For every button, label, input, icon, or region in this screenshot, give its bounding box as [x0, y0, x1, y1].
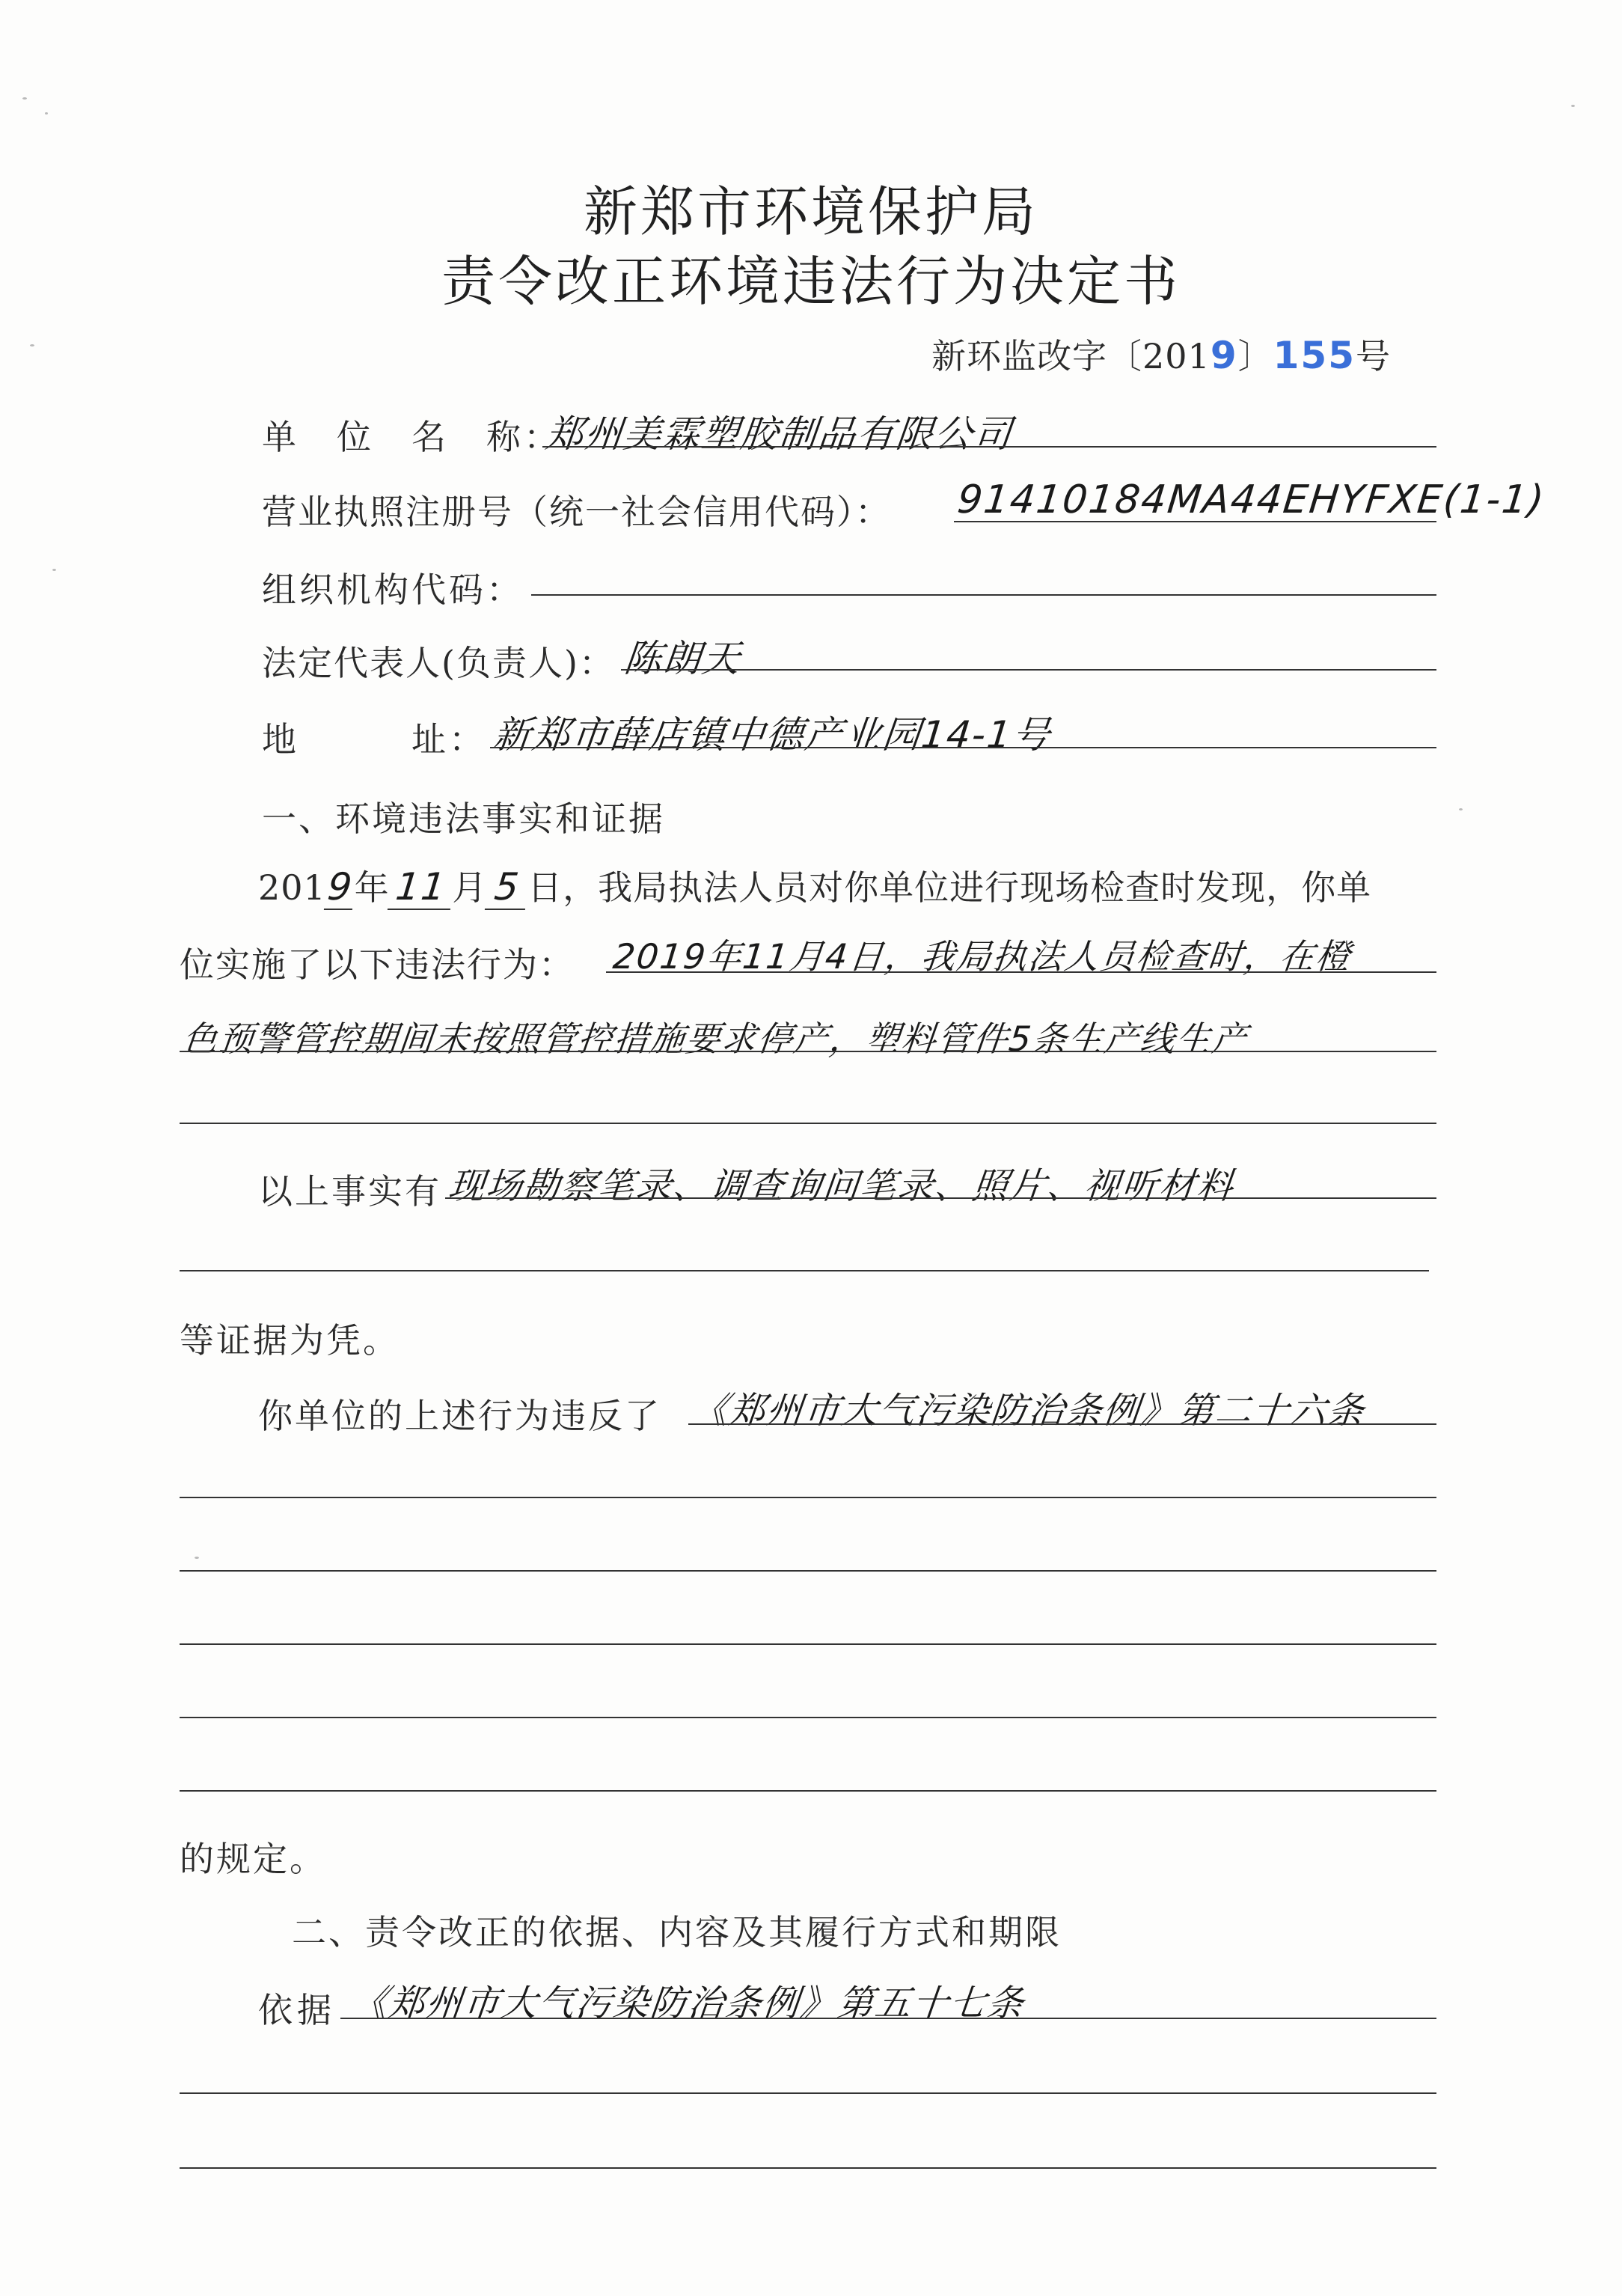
year-char: 年 — [354, 867, 390, 908]
doc-number-suffix: 号 — [1355, 336, 1391, 376]
basis-underline-4 — [180, 1643, 1436, 1645]
basis-underline-2 — [180, 1497, 1436, 1498]
day-char: 日，我局执法人员对你单位进行现场检查时发现，你单 — [527, 867, 1372, 908]
section2-underline-2 — [180, 2092, 1436, 2094]
evidence-underline-1 — [445, 1197, 1436, 1199]
license-underline — [954, 521, 1436, 522]
violation-basis-value: 《郑州市大气污染防治条例》第二十六条 — [689, 1390, 1368, 1432]
doc-number-bracket: 〕 — [1237, 336, 1273, 376]
basis-underline-5 — [180, 1717, 1436, 1718]
scan-speck — [45, 112, 48, 115]
unit-name-value: 郑州美霖塑胶制品有限公司 — [543, 412, 1015, 456]
violation-basis-label: 你单位的上述行为违反了 — [258, 1396, 661, 1436]
evidence-label: 以上事实有 — [258, 1171, 441, 1212]
violation-text-line2: 色预警管控期间未按照管控措施要求停产，塑料管件5条生产线生产 — [180, 1019, 1250, 1059]
doc-number-value: 155 — [1273, 334, 1356, 377]
section1-heading: 一、环境违法事实和证据 — [262, 799, 665, 839]
doc-number-year-digit: 9 — [1210, 334, 1238, 377]
doc-number — [931, 329, 1391, 379]
basis-underline-3 — [180, 1570, 1436, 1572]
date-prefix: 201 — [258, 867, 326, 908]
license-label: 营业执照注册号（统一社会信用代码）： — [262, 492, 891, 532]
scan-speck — [195, 1557, 199, 1559]
address-label: 地 址： — [262, 719, 486, 760]
basis-underline-1 — [688, 1423, 1436, 1425]
provision-suffix: 的规定。 — [180, 1839, 326, 1879]
title-line2: 责令改正环境违法行为决定书 — [441, 250, 1181, 313]
address-value: 新郑市薛店镇中德产业园14-1号 — [491, 713, 1054, 757]
evidence-suffix: 等证据为凭。 — [180, 1320, 400, 1361]
violation-text-line1: 2019年11月4日，我局执法人员检查时，在橙 — [610, 936, 1354, 977]
date-year-digit: 9 — [324, 865, 357, 910]
address-underline — [490, 747, 1436, 748]
legal-rep-underline — [621, 669, 1436, 671]
title-line1: 新郑市环境保护局 — [583, 180, 1038, 243]
legal-rep-value: 陈朗天 — [622, 637, 744, 680]
doc-number-prefix: 新环监改字〔201 — [931, 336, 1211, 376]
scan-speck — [30, 344, 34, 346]
section2-underline-3 — [180, 2167, 1436, 2169]
license-value: 91410184MA44EHYFXE(1-1) — [955, 477, 1548, 522]
basis-label: 依据 — [258, 1990, 336, 2030]
org-code-label: 组织机构代码： — [262, 570, 524, 610]
legal-rep-label: 法定代表人(负责人)： — [262, 643, 615, 683]
date-day: 5 — [485, 865, 530, 910]
unit-name-underline — [542, 446, 1436, 448]
date-month: 11 — [387, 865, 454, 910]
org-code-underline — [531, 594, 1436, 596]
violation-intro: 位实施了以下违法行为： — [180, 944, 575, 985]
scan-speck — [52, 569, 56, 571]
scan-speck — [22, 97, 27, 100]
inspection-date-line — [258, 861, 1371, 910]
violation-underline-2 — [180, 1051, 1436, 1052]
scan-speck — [1571, 105, 1575, 107]
violation-underline-1 — [606, 971, 1436, 973]
unit-name-label: 单 位 名 称： — [262, 417, 561, 457]
section2-heading: 二、责令改正的依据、内容及其履行方式和期限 — [292, 1912, 1062, 1952]
section2-underline-1 — [340, 2018, 1436, 2019]
basis-underline-6 — [180, 1790, 1436, 1792]
evidence-underline-2 — [180, 1270, 1429, 1271]
violation-underline-3 — [180, 1123, 1436, 1124]
evidence-value: 现场勘察笔录、调查询问笔录、照片、视听材料 — [446, 1165, 1237, 1207]
basis-value: 《郑州市大气污染防治条例》第五十七条 — [349, 1982, 1027, 2024]
month-char: 月 — [452, 867, 488, 908]
scan-speck — [1459, 808, 1463, 810]
